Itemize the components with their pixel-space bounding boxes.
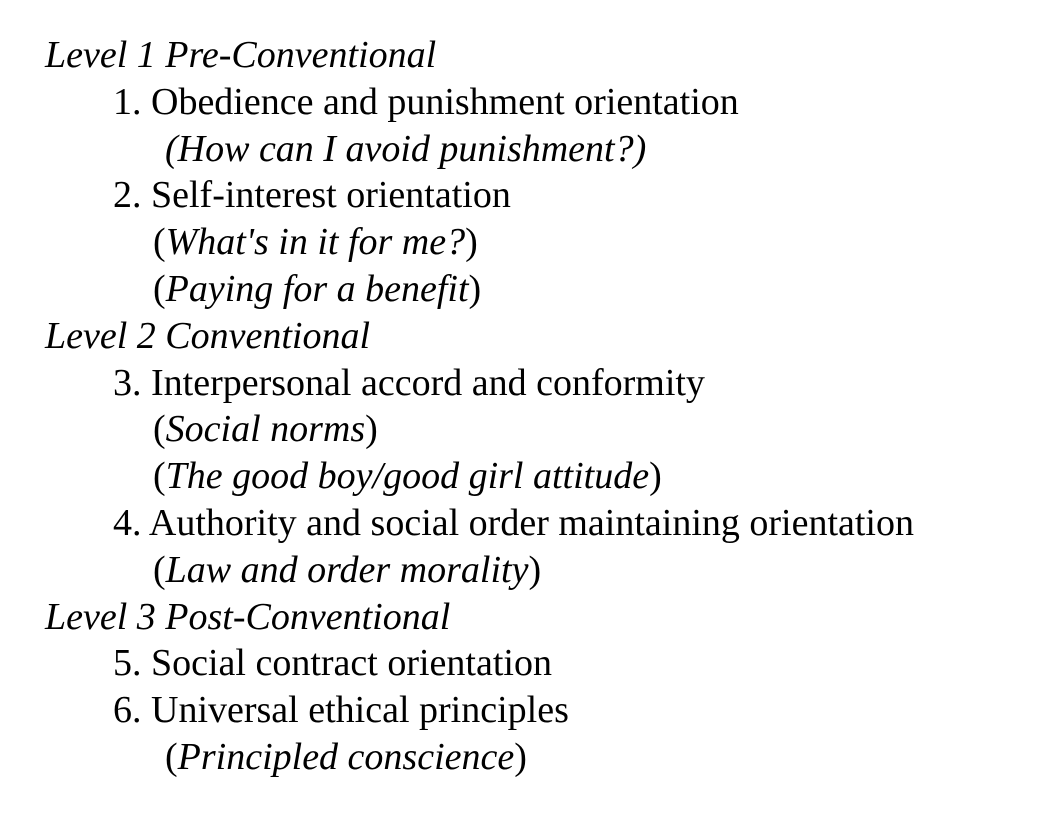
stage-3-note-2-open: ( (153, 455, 166, 497)
stage-2-note-1-text: What's in it for me? (165, 221, 466, 263)
stage-4-note-1-text: Law and order morality (165, 549, 529, 591)
stage-3-label: 3. Interpersonal accord and conformity (113, 362, 705, 404)
stage-6-label: 6. Universal ethical principles (113, 689, 569, 731)
stage-6-note-1 (165, 734, 527, 780)
stage-3-note-1-open: ( (153, 408, 166, 450)
stage-2-note-1-close: ) (465, 221, 478, 263)
stage-1-note-1 (165, 126, 646, 172)
stage-3-note-1-close: ) (365, 408, 378, 450)
stage-2-note-2-text: Paying for a benefit (165, 268, 469, 310)
stage-6-note-1-close: ) (514, 736, 527, 778)
stage-3-note-1-text: Social norms (165, 408, 366, 450)
stage-1-label: 1. Obedience and punishment orientation (113, 81, 739, 123)
level-2-title: Level 2 Conventional (45, 315, 371, 357)
stage-6-note-1-open: ( (165, 736, 178, 778)
stage-4-label: 4. Authority and social order maintaining orientation (113, 502, 914, 544)
level-1-title: Level 1 Pre-Conventional (45, 34, 437, 76)
stage-4-note-1-close: ) (528, 549, 542, 591)
stage-1-note-1-text: (How can I avoid punishment?) (165, 128, 647, 170)
stage-4-note-1 (153, 547, 541, 593)
stage-2-note-2-open: ( (153, 268, 166, 310)
stage-6-note-1-text: Principled conscience (177, 736, 515, 778)
stage-2-note-2 (153, 266, 481, 312)
stage-4-note-1-open: ( (153, 549, 166, 591)
level-3-title: Level 3 Post-Conventional (45, 596, 451, 638)
stage-2-label: 2. Self-interest orientation (113, 174, 511, 216)
stage-2-note-2-close: ) (468, 268, 482, 310)
stage-3-note-2-text: The good boy/good girl attitude (165, 455, 650, 497)
stage-3-note-2 (153, 453, 662, 499)
stage-2-note-1 (153, 219, 478, 265)
stage-3-note-1 (153, 406, 378, 452)
stage-3-note-2-close: ) (649, 455, 662, 497)
stage-2-note-1-open: ( (153, 221, 166, 263)
stage-5-label: 5. Social contract orientation (113, 642, 552, 684)
